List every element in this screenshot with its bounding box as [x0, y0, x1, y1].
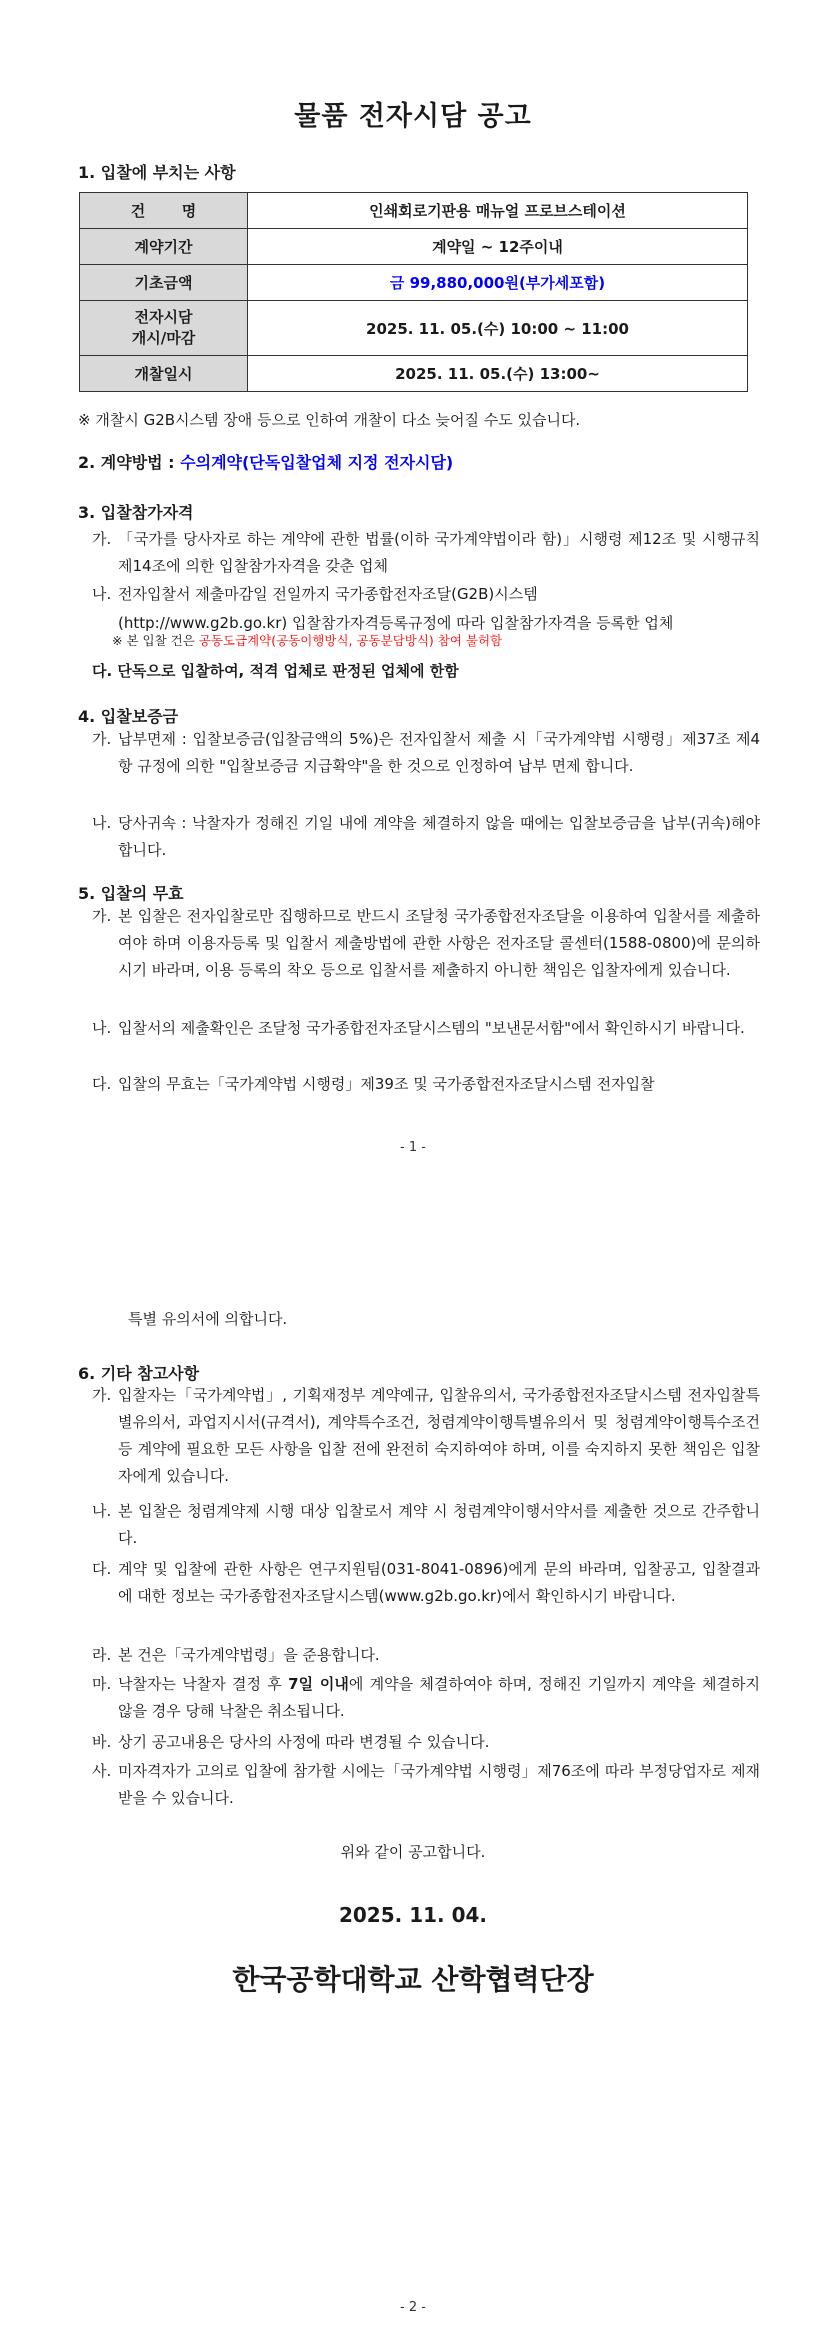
- announcement-date: 2025. 11. 04.: [338, 1903, 488, 1927]
- section-5-item-da-marker: 다.: [92, 1075, 112, 1093]
- section-6-item-da: [92, 1556, 760, 1610]
- section-3-item-na-line2: (http://www.g2b.go.kr) 입찰참가자격등록규정에 따라 입찰참가자격을 등록한 업체: [118, 614, 674, 632]
- item-text: 「국가를 당사자로 하는 계약에 관한 법률(이하 국가계약법이라 함)」시행령 제12조 및 시행규칙 제14조에 의한 입찰참가자격을 갖춘 업체: [118, 530, 760, 575]
- item-text: 미자격자가 고의로 입찰에 참가할 시에는「국가계약법 시행령」제76조에 따라 부정당업자로 제재 받을 수 있습니다.: [118, 1762, 760, 1807]
- section-6-item-na: [92, 1498, 760, 1552]
- opening-delay-note: ※ 개찰시 G2B시스템 장애 등으로 인하여 개찰이 다소 늦어질 수도 있습니다.: [78, 411, 581, 429]
- table-row: [80, 193, 748, 229]
- item-text: 입찰자는「국가계약법」, 기획재정부 계약예규, 입찰유의서, 국가종합전자조달시스템 전자입찰특별유의서, 과업지시서(규격서), 계약특수조건, 청렴계약이행특별유의서 및 청렴계약이행특수조건 등 계약에 필요한 모든 사항을 입찰 전에 완전히 숙지하여야 하며, 이를 숙지하지 못한 책임은 입찰자에게 있습니다.: [118, 1386, 760, 1485]
- item-text-post: 에 계약을 체결하여야 하며, 정해진 기일까지 계약을 체결하지 않을 경우 당해 낙찰은 취소됩니다.: [118, 1675, 760, 1720]
- table-row: [80, 229, 748, 265]
- item-text: 본 입찰은 전자입찰로만 집행하므로 반드시 조달청 국가종합전자조달을 이용하여 입찰서를 제출하여야 하며 이용자등록 및 입찰서 제출방법에 관한 사항은 전자조달 콜센터(1588-0800)에 문의하시기 바라며, 이용 등록의 착오 등으로 입찰서를 제출하지 아니한 책임은 입찰자에게 있습니다.: [118, 907, 760, 979]
- item-marker: 라.: [92, 1646, 112, 1664]
- row-value-open-close: 2025. 11. 05.(수) 10:00 ~ 11:00: [248, 301, 748, 356]
- item-marker: 가.: [92, 730, 112, 748]
- item-text: 납부면제 : 입찰보증금(입찰금액의 5%)은 전자입찰서 제출 시「국가계약법 시행령」제37조 제4항 규정에 의한 "입찰보증금 지급확약"을 한 것으로 인정하여 납부 면제 합니다.: [118, 730, 760, 775]
- section-5-item-na: [92, 1015, 760, 1042]
- section-3-heading: 3. 입찰참가자격: [78, 503, 194, 522]
- section-1-heading: 1. 입찰에 부치는 사항: [78, 163, 236, 182]
- item-text: 당사귀속 : 낙찰자가 정해진 기일 내에 계약을 체결하지 않을 때에는 입찰보증금을 납부(귀속)해야 합니다.: [118, 814, 760, 859]
- item-marker: 바.: [92, 1733, 112, 1751]
- row-label-name: 건 명: [80, 193, 248, 229]
- row-value-opening: 2025. 11. 05.(수) 13:00~: [248, 356, 748, 392]
- row-value-base-price: 금 99,880,000원(부가세포함): [248, 265, 748, 301]
- issuer-name: 한국공학대학교 산학협력단장: [232, 1963, 594, 1996]
- page-number: - 1 -: [400, 1140, 426, 1155]
- item-text: 본 입찰은 청렴계약제 시행 대상 입찰로서 계약 시 청렴계약이행서약서를 제출한 것으로 간주합니다.: [118, 1502, 760, 1547]
- table-row: [80, 301, 748, 356]
- section-2-heading: [78, 450, 453, 473]
- section-6-item-ma: [92, 1671, 760, 1725]
- section-6-item-sa: [92, 1758, 760, 1812]
- item-text: 입찰서의 제출확인은 조달청 국가종합전자조달시스템의 "보낸문서함"에서 확인하시기 바랍니다.: [118, 1019, 745, 1037]
- item-marker: 가.: [92, 1386, 112, 1404]
- consortium-note-warning: 공동도급계약(공동이행방식, 공동분담방식) 참여 불허함: [198, 633, 503, 648]
- row-value-name: 인쇄회로기판용 매뉴얼 프로브스테이션: [248, 193, 748, 229]
- bid-info-table: [79, 192, 748, 392]
- section-4-heading: 4. 입찰보증금: [78, 707, 179, 726]
- row-value-period: 계약일 ~ 12주이내: [248, 229, 748, 265]
- section-5-item-ga: [92, 903, 760, 984]
- item-text-pre: 낙찰자는 낙찰자 결정 후: [118, 1675, 289, 1693]
- item-text: [92, 1671, 760, 1725]
- row-label-open-close: 전자시담 개시/마감: [80, 301, 248, 356]
- section-3-item-da: 다. 단독으로 입찰하여, 적격 업체로 판정된 업체에 한함: [92, 662, 459, 680]
- section-4-item-ga: [92, 726, 760, 780]
- section-5-item-da-continued: 특별 유의서에 의합니다.: [128, 1310, 288, 1328]
- page-title: 물품 전자시담 공고: [294, 101, 532, 132]
- section-2-prefix: 2. 계약방법 :: [78, 453, 181, 472]
- closing-statement: 위와 같이 공고합니다.: [340, 1843, 486, 1861]
- table-row: [80, 265, 748, 301]
- section-6-item-ga: [92, 1382, 760, 1490]
- page-2: [0, 1168, 826, 2336]
- row-label-base-price: 기초금액: [80, 265, 248, 301]
- item-marker: 나.: [92, 1502, 112, 1520]
- section-3-item-na-line1: 전자입찰서 제출마감일 전일까지 국가종합전자조달(G2B)시스템: [118, 585, 538, 603]
- item-text: 상기 공고내용은 당사의 사정에 따라 변경될 수 있습니다.: [118, 1733, 490, 1751]
- page-number: - 2 -: [400, 2300, 426, 2315]
- item-marker: 나.: [92, 1019, 112, 1037]
- table-row: [80, 356, 748, 392]
- row-label-period: 계약기간: [80, 229, 248, 265]
- item-marker: 마.: [92, 1675, 112, 1693]
- item-marker: 가.: [92, 907, 112, 925]
- contract-method: 수의계약(단독입찰업체 지정 전자시담): [180, 453, 454, 472]
- item-text: 본 건은「국가계약법령」을 준용합니다.: [118, 1646, 380, 1664]
- section-4-item-na: [92, 810, 760, 864]
- section-6-heading: 6. 기타 참고사항: [78, 1364, 200, 1383]
- consortium-note-prefix: ※ 본 입찰 건은: [112, 633, 199, 648]
- item-marker: 나.: [92, 814, 112, 832]
- section-6-item-ra: [92, 1642, 760, 1669]
- section-3-item-ga: [92, 526, 760, 580]
- consortium-note: [112, 631, 502, 651]
- item-text-deadline: 7일 이내: [288, 1675, 349, 1693]
- section-5-item-da-text: 입찰의 무효는「국가계약법 시행령」제39조 및 국가종합전자조달시스템 전자입찰: [118, 1075, 655, 1093]
- item-text: 계약 및 입찰에 관한 사항은 연구지원팀(031-8041-0896)에게 문의 바라며, 입찰공고, 입찰결과에 대한 정보는 국가종합전자조달시스템(www.g2b.go.kr)에서 확인하시기 바랍니다.: [118, 1560, 760, 1605]
- section-6-item-ba: [92, 1729, 760, 1756]
- section-5-heading: 5. 입찰의 무효: [78, 884, 184, 903]
- item-marker: 다.: [92, 1560, 112, 1578]
- row-label-opening: 개찰일시: [80, 356, 248, 392]
- item-marker: 가.: [92, 530, 112, 548]
- section-3-item-na-marker: 나.: [92, 585, 112, 603]
- item-marker: 사.: [92, 1762, 112, 1780]
